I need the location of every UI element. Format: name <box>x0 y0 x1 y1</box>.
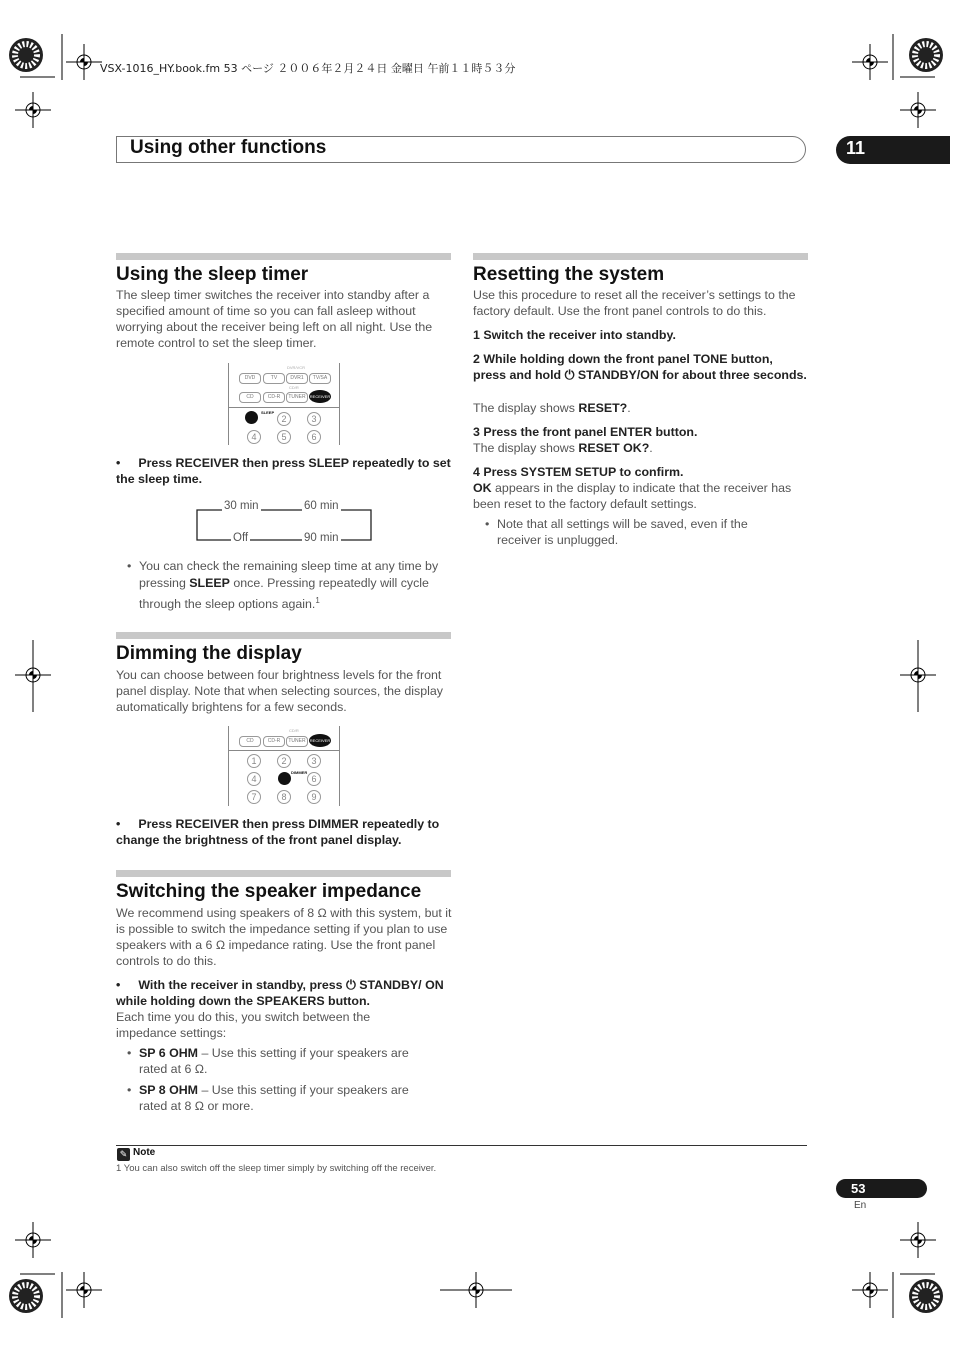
page-language: En <box>854 1200 867 1211</box>
remote-btn-dvr1: DVR1 <box>286 373 308 384</box>
cycle-30min: 30 min <box>224 500 259 512</box>
footnote-text: 1 You can also switch off the sleep timer simply by switching off the receiver. <box>116 1163 437 1174</box>
impedance-option-6ohm: • SP 6 OHM – Use this setting if your speakers are rated at 6 Ω. <box>127 1046 409 1076</box>
remote-btn-sleep-highlight <box>245 411 258 424</box>
section-divider <box>116 253 451 260</box>
impedance-instruction: • With the receiver in standby, press ⏻ STANDBY/ ON while holding down the SPEAKERS button. <box>116 978 444 1008</box>
power-icon: ⏻ <box>345 978 356 992</box>
remote-callout-dimmer: DIMMER <box>291 770 308 775</box>
reset-step-4-result: OK appears in the display to indicate that the receiver has been reset to the factory default settings. <box>473 481 792 511</box>
section-title-reset: Resetting the system <box>473 264 665 285</box>
chapter-title: Using other functions <box>130 137 327 158</box>
remote-btn-tuner: TUNER <box>286 392 308 403</box>
remote-btn-receiver-highlight: RECEIVER <box>309 390 331 403</box>
remote-btn-cd: CD <box>239 392 261 403</box>
reset-step-1: 1 Switch the receiver into standby. <box>473 328 676 342</box>
reset-step-4: 4 Press SYSTEM SETUP to confirm. <box>473 465 684 479</box>
remote-callout-sleep: SLEEP <box>261 410 275 415</box>
impedance-intro: We recommend using speakers of 8 Ω with this system, but it is possible to switch the impedance setting if you plan to use speakers with a 6 Ω impedance rating. Use the front panel controls to do this. <box>116 906 452 968</box>
remote-illustration-dimmer: CD/R CD CD-R TUNER RECEIVER 1 2 3 4 DIMMER 6 7 8 9 <box>228 726 340 806</box>
dimmer-intro: You can choose between four brightness levels for the front panel display. Note that when selecting sources, the display automatically brightens for a few seconds. <box>116 668 443 714</box>
cycle-off: Off <box>233 532 249 544</box>
remote-illustration-sleep: DVR/VCR DVD TV DVR1 TV/SA CD/R CD CD-R TUNER RECEIVER SLEEP 2 3 4 5 6 <box>228 363 340 445</box>
reset-bullet-note: • Note that all settings will be saved, even if the receiver is unplugged. <box>485 517 748 547</box>
reset-step-3: 3 Press the front panel ENTER button. <box>473 425 698 439</box>
remote-btn-tvsa: TV/SA <box>309 373 331 384</box>
remote-btn-cdr: CD-R <box>263 736 285 747</box>
chapter-number-tab: 11 <box>836 136 950 164</box>
section-title-impedance: Switching the speaker impedance <box>116 881 422 902</box>
section-divider <box>116 632 451 639</box>
section-title-dimmer: Dimming the display <box>116 643 302 664</box>
impedance-option-8ohm: • SP 8 OHM – Use this setting if your speakers are rated at 8 Ω or more. <box>127 1083 409 1113</box>
remote-btn-cd: CD <box>239 736 261 747</box>
power-icon: ⏻ <box>564 368 575 382</box>
impedance-followup: Each time you do this, you switch between the impedance settings: <box>116 1010 371 1040</box>
reset-intro: Use this procedure to reset all the receiver’s settings to the factory default. Use the front panel controls to do this. <box>473 288 796 318</box>
dimmer-instruction: • Press RECEIVER then press DIMMER repeatedly to change the brightness of the front panel display. <box>116 817 440 847</box>
section-title-sleep: Using the sleep timer <box>116 264 309 285</box>
remote-btn-receiver-highlight: RECEIVER <box>309 734 331 747</box>
remote-btn-cdr: CD-R <box>263 392 285 403</box>
reset-step-2-result: The display shows RESET?. <box>473 401 631 415</box>
file-header: VSX-1016_HY.book.fm 53 ページ ２００６年２月２４日 金曜日 午前１１時５３分 <box>100 62 516 75</box>
note-divider <box>116 1145 807 1146</box>
remote-btn-tuner: TUNER <box>286 736 308 747</box>
remote-btn-tv: TV <box>263 373 285 384</box>
remote-btn-dvd: DVD <box>239 373 261 384</box>
footnote-ref: 1 <box>315 596 320 605</box>
cycle-90min: 90 min <box>304 532 339 544</box>
sleep-bullet-note: • You can check the remaining sleep time at any time by pressing SLEEP once. Pressing repeatedly will cycle through the sleep options again.$^1$ <box>127 559 439 612</box>
section-divider <box>116 870 451 877</box>
reset-step-2: 2 While holding down the front panel TONE button, press and hold ⏻ STANDBY/ON for about three seconds. <box>473 352 807 382</box>
section-divider <box>473 253 808 260</box>
sleep-intro: The sleep timer switches the receiver into standby after a specified amount of time so you can fall asleep without worrying about the receiver being left on all night. Use the remote control to set the sleep timer. <box>116 288 433 350</box>
sleep-instruction: • Press RECEIVER then press SLEEP repeatedly to set the sleep time. <box>116 456 451 486</box>
note-label: Note <box>133 1147 156 1158</box>
remote-btn-dimmer-highlight <box>278 772 291 785</box>
sleep-cycle-diagram <box>196 500 372 542</box>
page-number: 53 <box>836 1179 927 1198</box>
reset-step-3-result: The display shows RESET OK?. <box>473 441 653 455</box>
note-pencil-icon: ✎ <box>117 1148 130 1161</box>
cycle-60min: 60 min <box>304 500 339 512</box>
